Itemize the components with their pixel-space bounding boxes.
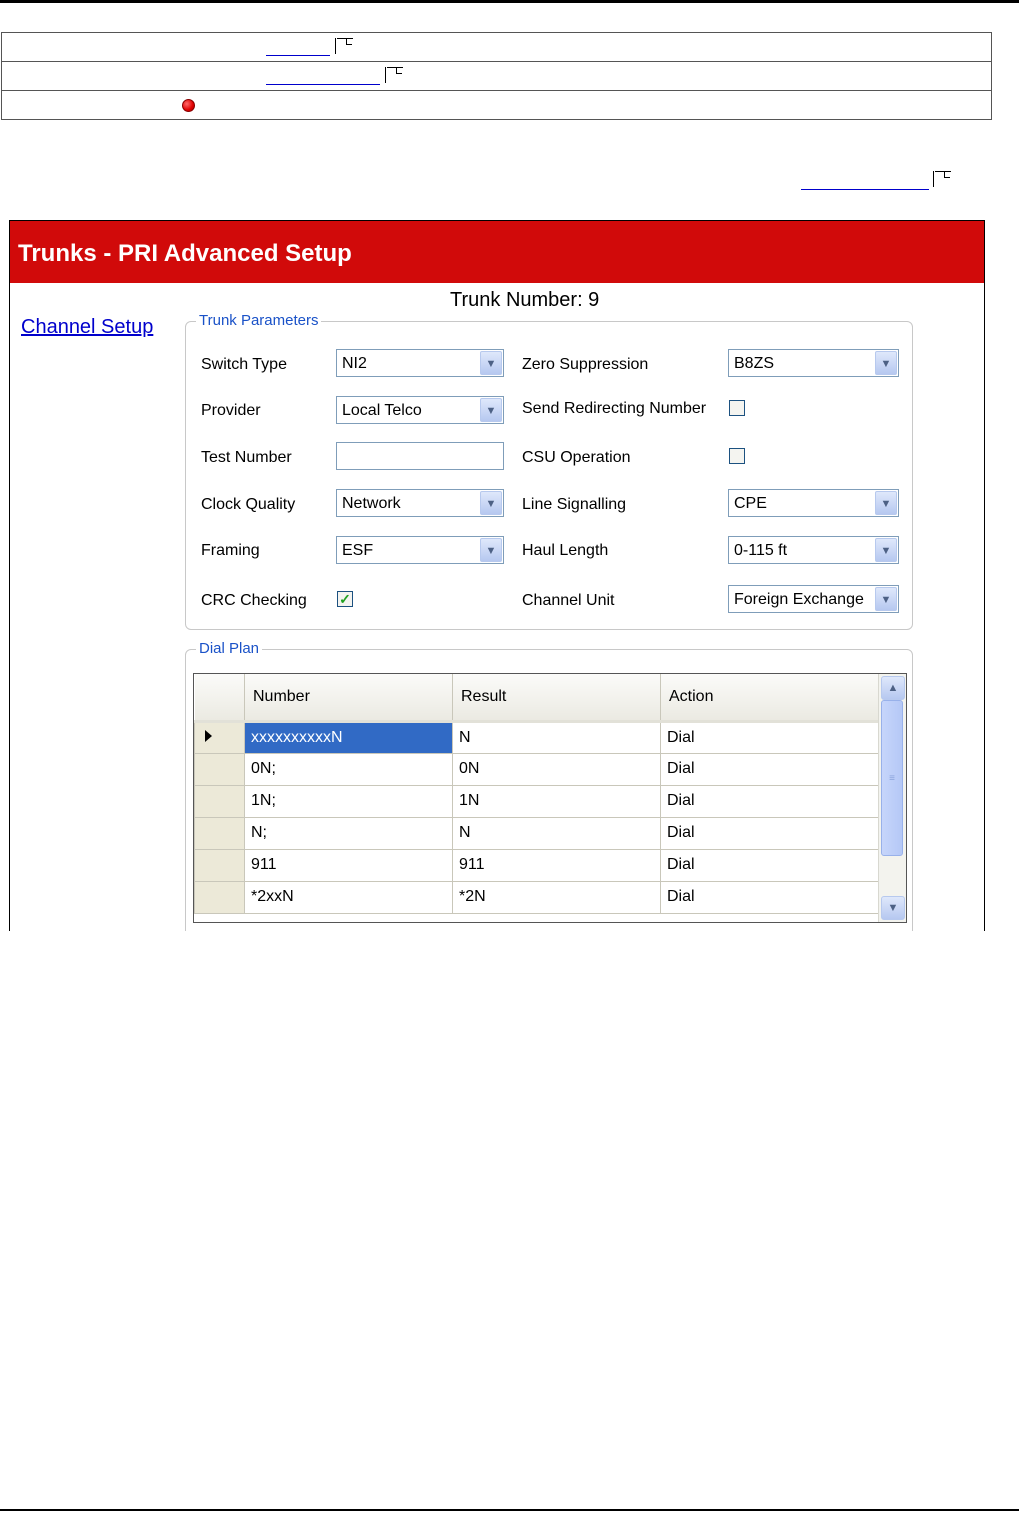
scrollbar-thumb[interactable]: ≡ xyxy=(881,700,903,856)
chevron-down-icon[interactable]: ▼ xyxy=(875,538,897,562)
title-bar xyxy=(10,221,984,283)
table-header-row xyxy=(195,674,879,721)
line-signalling-select[interactable] xyxy=(728,489,899,517)
line-signalling-label: Line Signalling xyxy=(522,496,627,513)
result-cell[interactable]: N xyxy=(453,721,661,753)
dial-plan-grid xyxy=(193,673,907,923)
result-cell[interactable]: 911 xyxy=(453,849,661,881)
provider-value: Local Telco xyxy=(342,402,422,419)
trunk-number-label: Trunk Number: 9 xyxy=(450,289,600,311)
bottom-rule xyxy=(0,1509,1019,1511)
zero-suppression-label: Zero Suppression xyxy=(522,356,649,373)
switch-type-label: Switch Type xyxy=(201,356,287,373)
corner-header xyxy=(195,674,245,721)
row-selector[interactable] xyxy=(195,849,245,881)
channel-setup-link[interactable]: Channel Setup xyxy=(21,316,154,338)
info-table xyxy=(1,32,992,120)
chevron-down-icon[interactable]: ▼ xyxy=(480,398,502,422)
page-reference-icon xyxy=(933,171,953,187)
channel-unit-select[interactable] xyxy=(728,585,899,613)
result-cell[interactable]: *2N xyxy=(453,881,661,913)
action-cell[interactable]: Dial xyxy=(661,817,879,849)
top-rule xyxy=(0,0,1019,3)
external-link[interactable] xyxy=(801,171,929,190)
framing-label: Framing xyxy=(201,542,260,559)
framing-value: ESF xyxy=(342,542,374,559)
test-number-input[interactable] xyxy=(336,442,504,470)
clock-quality-value: Network xyxy=(342,495,401,512)
crc-checking-checkbox[interactable]: ✓ xyxy=(337,591,353,607)
provider-label: Provider xyxy=(201,402,261,419)
page-reference-icon xyxy=(335,38,355,54)
number-cell[interactable]: N; xyxy=(245,817,453,849)
triangle-right-icon xyxy=(205,730,212,742)
action-cell[interactable]: Dial xyxy=(661,849,879,881)
row-selector[interactable] xyxy=(195,881,245,913)
page-reference-icon xyxy=(385,67,405,83)
window-title: Trunks - PRI Advanced Setup xyxy=(18,240,352,267)
action-cell[interactable]: Dial xyxy=(661,785,879,817)
info-row-2 xyxy=(2,62,992,91)
crc-checking-label: CRC Checking xyxy=(201,592,307,609)
info-row-1 xyxy=(2,33,992,62)
send-redirecting-number-checkbox[interactable] xyxy=(729,400,745,416)
column-header-action[interactable]: Action xyxy=(661,674,879,721)
channel-unit-value: Foreign Exchange xyxy=(734,591,864,608)
action-cell[interactable]: Dial xyxy=(661,753,879,785)
csu-operation-label: CSU Operation xyxy=(522,449,631,466)
switch-type-value: NI2 xyxy=(342,355,367,372)
framing-select[interactable] xyxy=(336,536,504,564)
number-cell[interactable]: 0N; xyxy=(245,753,453,785)
vertical-scrollbar[interactable] xyxy=(878,674,906,922)
info-link-1[interactable] xyxy=(266,39,330,56)
haul-length-value: 0-115 ft xyxy=(734,542,788,559)
table-row[interactable] xyxy=(195,721,879,753)
chevron-down-icon[interactable]: ▼ xyxy=(875,351,897,375)
haul-length-label: Haul Length xyxy=(522,542,609,559)
table-row[interactable] xyxy=(195,849,879,881)
chevron-down-icon[interactable]: ▼ xyxy=(480,491,502,515)
number-cell[interactable]: 911 xyxy=(245,849,453,881)
chevron-down-icon[interactable]: ▼ xyxy=(480,538,502,562)
trunk-parameters-legend: Trunk Parameters xyxy=(196,312,321,329)
chevron-up-icon[interactable]: ▲ xyxy=(881,676,905,700)
result-cell[interactable]: 1N xyxy=(453,785,661,817)
pri-advanced-setup-window xyxy=(9,220,985,931)
chevron-down-icon[interactable]: ▼ xyxy=(881,896,905,920)
clock-quality-select[interactable] xyxy=(336,489,504,517)
column-header-result[interactable]: Result xyxy=(453,674,661,721)
clock-quality-label: Clock Quality xyxy=(201,496,296,513)
provider-select[interactable] xyxy=(336,396,504,424)
row-selector[interactable] xyxy=(195,817,245,849)
zero-suppression-value: B8ZS xyxy=(734,355,775,372)
channel-unit-label: Channel Unit xyxy=(522,592,615,609)
column-header-number[interactable]: Number xyxy=(245,674,453,721)
switch-type-select[interactable] xyxy=(336,349,504,377)
info-row-3 xyxy=(2,91,992,120)
line-signalling-value: CPE xyxy=(734,495,767,512)
row-selector[interactable] xyxy=(195,721,245,753)
zero-suppression-select[interactable] xyxy=(728,349,899,377)
info-link-2[interactable] xyxy=(266,68,380,85)
table-row[interactable] xyxy=(195,881,879,913)
table-row[interactable] xyxy=(195,785,879,817)
red-dot-icon xyxy=(182,99,195,112)
result-cell[interactable]: N xyxy=(453,817,661,849)
number-cell[interactable]: xxxxxxxxxxN xyxy=(245,721,453,753)
number-cell[interactable]: 1N; xyxy=(245,785,453,817)
row-selector[interactable] xyxy=(195,785,245,817)
result-cell[interactable]: 0N xyxy=(453,753,661,785)
dial-plan-table xyxy=(194,674,879,914)
chevron-down-icon[interactable]: ▼ xyxy=(480,351,502,375)
haul-length-select[interactable] xyxy=(728,536,899,564)
action-cell[interactable]: Dial xyxy=(661,721,879,753)
action-cell[interactable]: Dial xyxy=(661,881,879,913)
chevron-down-icon[interactable]: ▼ xyxy=(875,491,897,515)
send-redirecting-number-label: Send Redirecting Number xyxy=(522,400,707,417)
table-row[interactable] xyxy=(195,817,879,849)
row-selector[interactable] xyxy=(195,753,245,785)
test-number-label: Test Number xyxy=(201,449,292,466)
csu-operation-checkbox[interactable] xyxy=(729,448,745,464)
table-row[interactable] xyxy=(195,753,879,785)
chevron-down-icon[interactable]: ▼ xyxy=(875,587,897,611)
number-cell[interactable]: *2xxN xyxy=(245,881,453,913)
dial-plan-legend: Dial Plan xyxy=(196,640,262,657)
